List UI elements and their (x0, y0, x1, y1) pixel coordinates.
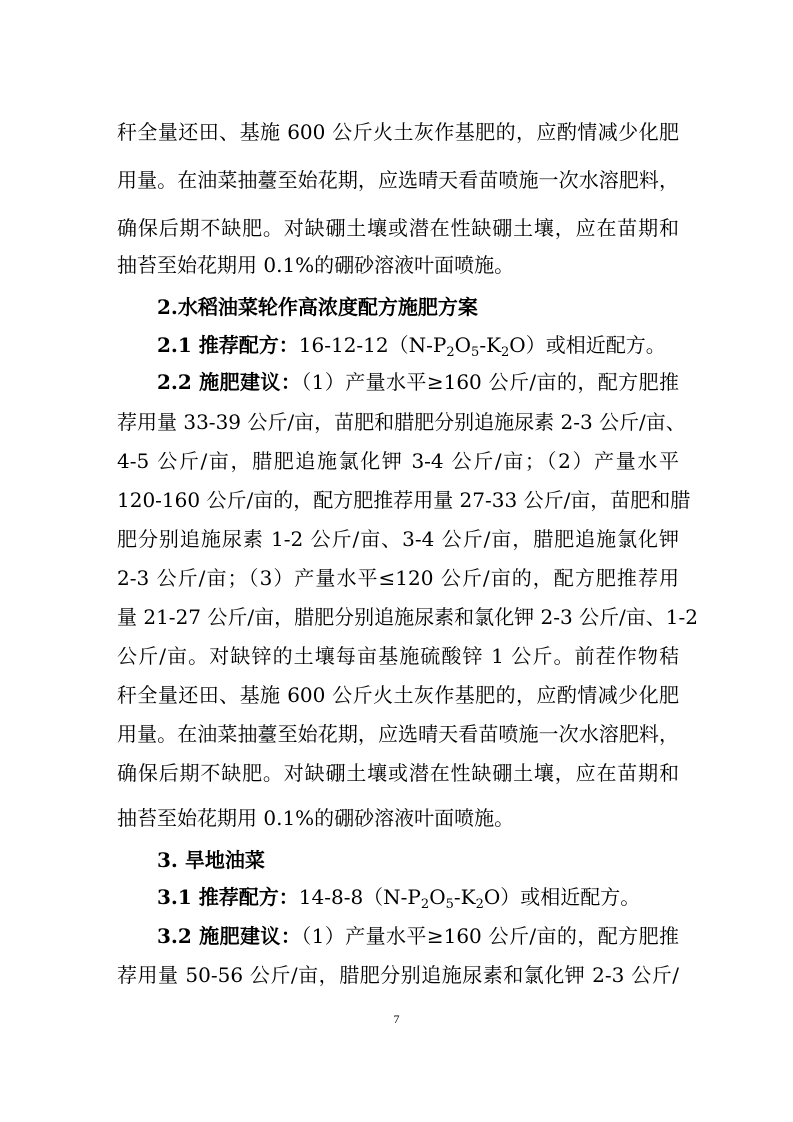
formula-text: 14-8-8（N-P (298, 885, 421, 909)
paragraph-line: 2-3 公斤/亩；（3）产量水平≤120 公斤/亩的，配方肥推荐用 (117, 566, 679, 590)
paragraph-line: 公斤/亩。对缺锌的土壤每亩基施硫酸锌 1 公斤。前茬作物秸 (117, 644, 679, 668)
paragraph-line: 确保后期不缺肥。对缺硼土壤或潜在性缺硼土壤，应在苗期和 (117, 761, 679, 785)
paragraph-line: 荐用量 33-39 公斤/亩，苗肥和腊肥分别追施尿素 2-3 公斤/亩、 (117, 410, 686, 434)
advice-label: 2.2 施肥建议： (157, 370, 302, 394)
subscript: 5 (471, 345, 480, 360)
paragraph-line: 抽苔至始花期用 0.1%的硼砂溶液叶面喷施。 (117, 806, 515, 830)
advice-text: （1）产量水平≥160 公斤/亩的，配方肥推 (301, 370, 679, 394)
paragraph-line: 抽苔至始花期用 0.1%的硼砂溶液叶面喷施。 (117, 253, 515, 277)
paragraph-line: 秆全量还田、基施 600 公斤火土灰作基肥的，应酌情减少化肥 (117, 683, 679, 707)
formula-label: 3.1 推荐配方： (157, 885, 299, 909)
section-heading: 2.水稻油菜轮作高浓度配方施肥方案 (157, 295, 478, 319)
paragraph-line: 用量。在油菜抽薹至始花期，应选晴天看苗喷施一次水溶肥料， (117, 722, 679, 746)
section-heading: 3. 旱地油菜 (157, 848, 265, 872)
formula-text: -K (453, 885, 476, 909)
formula-text: O）或相近配方。 (483, 885, 641, 909)
subscript: 5 (445, 897, 454, 912)
formula-text: O (429, 885, 446, 909)
formula-text: -K (479, 333, 502, 357)
subscript: 2 (446, 345, 455, 360)
advice-line (157, 362, 679, 402)
formula-text: O (454, 333, 472, 357)
subscript: 2 (475, 897, 484, 912)
formula-label: 2.1 推荐配方： (157, 333, 299, 357)
paragraph-line: 用量。在油菜抽薹至始花期，应选晴天看苗喷施一次水溶肥料， (117, 168, 679, 192)
formula-line (157, 877, 679, 917)
formula-text: O）或相近配方。 (509, 333, 666, 357)
paragraph-line: 4-5 公斤/亩，腊肥追施氯化钾 3-4 公斤/亩；（2）产量水平 (117, 449, 679, 473)
formula-line (157, 325, 679, 365)
formula-text: 16-12-12（N-P (298, 333, 447, 357)
subscript: 2 (501, 345, 510, 360)
advice-text: （1）产量水平≥160 公斤/亩的，配方肥推 (301, 924, 679, 948)
paragraph-line: 120-160 公斤/亩的，配方肥推荐用量 27-33 公斤/亩，苗肥和腊 (117, 488, 691, 512)
advice-label: 3.2 施肥建议： (157, 924, 302, 948)
paragraph-line: 量 21-27 公斤/亩，腊肥分别追施尿素和氯化钾 2-3 公斤/亩、1-2 (117, 605, 698, 629)
advice-line (157, 916, 679, 956)
paragraph-line: 确保后期不缺肥。对缺硼土壤或潜在性缺硼土壤，应在苗期和 (117, 216, 679, 240)
paragraph-line: 荐用量 50-56 公斤/亩，腊肥分别追施尿素和氯化钾 2-3 公斤/ (117, 963, 679, 987)
paragraph-line: 秆全量还田、基施 600 公斤火土灰作基肥的，应酌情减少化肥 (117, 120, 679, 144)
subscript: 2 (420, 897, 430, 912)
paragraph-line: 肥分别追施尿素 1-2 公斤/亩、3-4 公斤/亩，腊肥追施氯化钾 (117, 527, 679, 551)
page-number: 7 (393, 1012, 400, 1026)
